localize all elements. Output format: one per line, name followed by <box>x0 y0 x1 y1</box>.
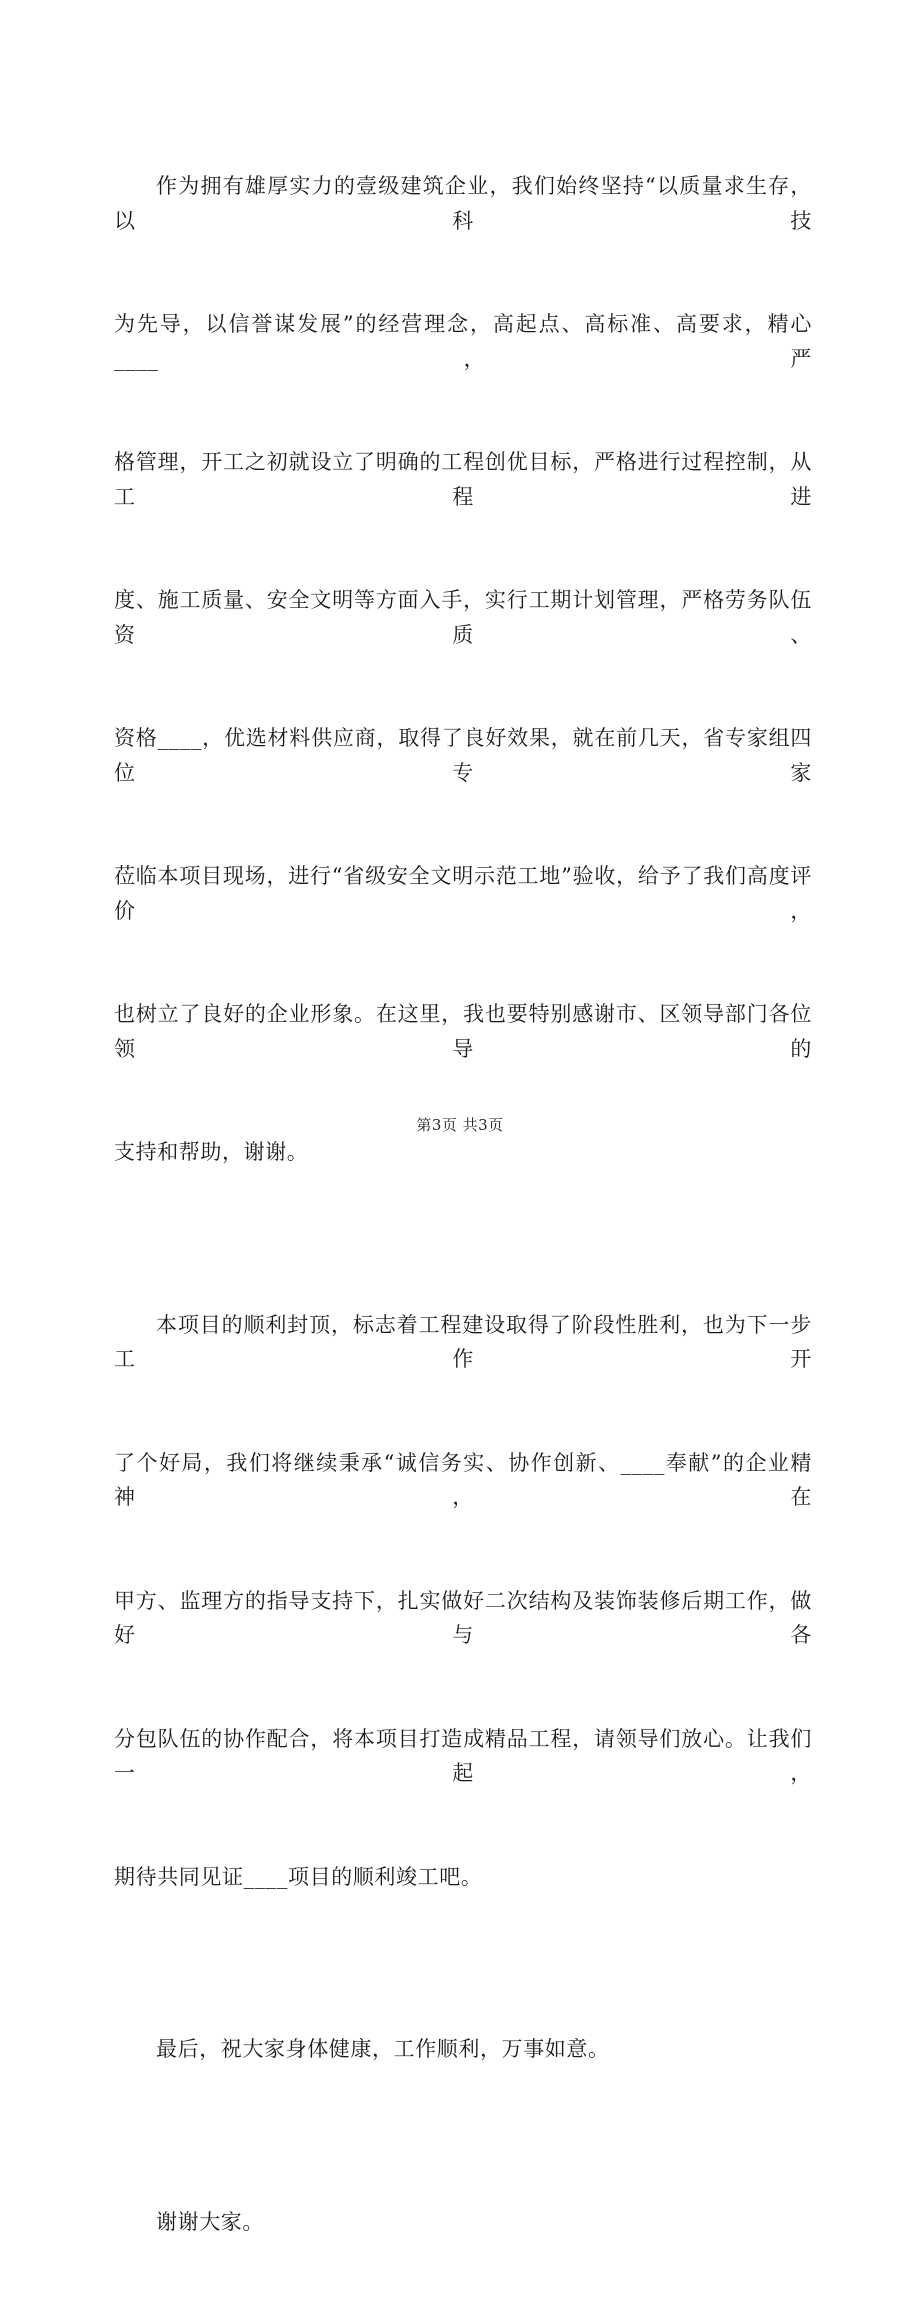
text-line: 作为拥有雄厚实力的壹级建筑企业，我们始终坚持“以质量求生存，以科技 <box>114 169 812 238</box>
text-line: 支持和帮助，谢谢。 <box>114 1135 812 1170</box>
text-line: 了个好局，我们将继续秉承“诚信务实、协作创新、____奉献”的企业精神，在 <box>114 1446 812 1515</box>
paragraph-4 <box>114 2136 812 2308</box>
paragraph-3 <box>114 1963 812 2136</box>
text-line: 度、施工质量、安全文明等方面入手，实行工期计划管理，严格劳务队伍资质、 <box>114 583 812 652</box>
page-number-footer: 第3页 共3页 <box>0 1114 920 1135</box>
text-line: 分包队伍的协作配合，将本项目打造成精品工程，请领导们放心。让我们一起， <box>114 1722 812 1791</box>
text-line: 资格____，优选材料供应商，取得了良好效果，就在前几天，省专家组四位专家 <box>114 721 812 790</box>
text-line: 为先导，以信誉谋发展”的经营理念，高起点、高标准、高要求，精心____，严 <box>114 307 812 376</box>
text-line: 莅临本项目现场，进行“省级安全文明示范工地”验收，给予了我们高度评价， <box>114 859 812 928</box>
paragraph-1 <box>114 100 812 1239</box>
paragraph-2 <box>114 1239 812 1964</box>
text-line: 期待共同见证____项目的顺利竣工吧。 <box>114 1860 812 1895</box>
text-line: 格管理，开工之初就设立了明确的工程创优目标，严格进行过程控制，从工程进 <box>114 445 812 514</box>
document-body <box>114 100 812 2308</box>
text-line: 最后，祝大家身体健康，工作顺利，万事如意。 <box>114 2032 812 2067</box>
text-line: 本项目的顺利封顶，标志着工程建设取得了阶段性胜利，也为下一步工作开 <box>114 1308 812 1377</box>
text-line: 也树立了良好的企业形象。在这里，我也要特别感谢市、区领导部门各位领导的 <box>114 997 812 1066</box>
text-line: 谢谢大家。 <box>114 2205 812 2240</box>
text-line: 甲方、监理方的指导支持下，扎实做好二次结构及装饰装修后期工作，做好与各 <box>114 1584 812 1653</box>
